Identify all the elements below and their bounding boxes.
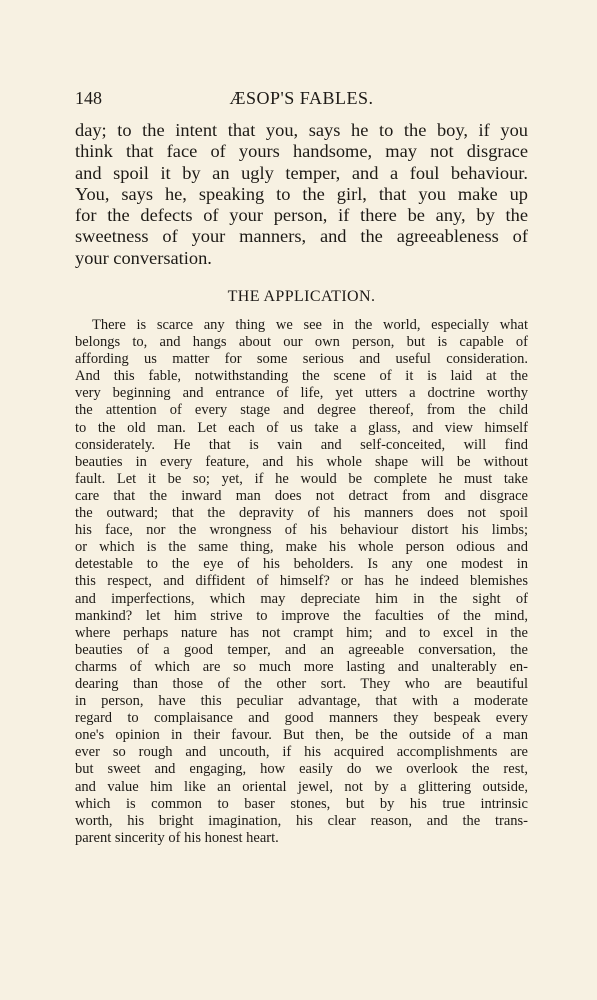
text-line: charms of which are so much more lasting and unalterably en- xyxy=(75,658,528,675)
text-line: for the defects of your person, if there be any, by the xyxy=(75,205,528,226)
text-line: the outward; that the depravity of his manners does not spoil xyxy=(75,505,528,522)
text-line: considerately. He that is vain and self-conceited, will find xyxy=(75,436,528,453)
text-line: one's opinion in their favour. But then, be the outside of a man xyxy=(75,727,528,744)
text-line: parent sincerity of his honest heart. xyxy=(75,829,279,846)
text-line: day; to the intent that you, says he to the boy, if you xyxy=(75,120,528,140)
text-line: dearing than those of the other sort. They who are beautiful xyxy=(75,675,528,692)
running-title: ÆSOP'S FABLES. xyxy=(229,88,374,108)
fable-text xyxy=(75,120,528,269)
text-line: or which is the same thing, make his whole person odious and xyxy=(75,539,528,556)
text-line: ever so rough and uncouth, if his acquired accomplishments are xyxy=(75,744,528,761)
running-head xyxy=(75,87,528,109)
text-line: the attention of every stage and degree thereof, from the child xyxy=(75,402,528,419)
text-line: beauties in every feature, and his whole shape will be without xyxy=(75,453,528,470)
text-line: your conversation. xyxy=(75,247,212,268)
text-line: think that face of yours handsome, may not disgrace xyxy=(75,141,528,162)
text-line: beauties of a good temper, and an agreeable conversation, the xyxy=(75,641,528,658)
text-line: detestable to the eye of his beholders. Is any one modest in xyxy=(75,556,528,573)
text-line: this respect, and diffident of himself? or has he indeed blemishes xyxy=(75,573,528,590)
text-line: but sweet and engaging, how easily do we overlook the rest, xyxy=(75,761,528,778)
application-text xyxy=(75,317,528,847)
text-line: And this fable, notwithstanding the scene of it is laid at the xyxy=(75,368,528,385)
text-line: where perhaps nature has not crampt him; and to excel in the xyxy=(75,624,528,641)
text-line: very beginning and entrance of life, yet utters a doctrine worthy xyxy=(75,385,528,402)
text-line: You, says he, speaking to the girl, that you make up xyxy=(75,183,528,204)
text-line: regard to complaisance and good manners they bespeak every xyxy=(75,710,528,727)
text-line: worth, his bright imagination, his clear reason, and the trans- xyxy=(75,812,528,829)
text-line: sweetness of your manners, and the agreeableness of xyxy=(75,226,528,247)
application-heading: THE APPLICATION. xyxy=(227,288,376,305)
page-number: 148 xyxy=(75,88,102,108)
text-line: which is common to baser stones, but by his true intrinsic xyxy=(75,795,528,812)
text-line: mankind? let him strive to improve the faculties of the mind, xyxy=(75,607,528,624)
text-line: There is scarce any thing we see in the world, especially what xyxy=(92,317,528,333)
text-line: and value him like an oriental jewel, not by a glittering outside, xyxy=(75,778,528,795)
text-line: to the old man. Let each of us take a glass, and view himself xyxy=(75,419,528,436)
text-line: his face, nor the wrongness of his behaviour distort his limbs; xyxy=(75,522,528,539)
text-line: care that the inward man does not detract from and disgrace xyxy=(75,487,528,504)
text-line: affording us matter for some serious and useful consideration. xyxy=(75,351,528,368)
text-line: belongs to, and hangs about our own person, but is capable of xyxy=(75,334,528,351)
text-line: and imperfections, which may depreciate him in the sight of xyxy=(75,590,528,607)
text-line: fault. Let it be so; yet, if he would be complete he must take xyxy=(75,470,528,487)
text-line: in person, have this peculiar advantage, that with a moderate xyxy=(75,693,528,710)
text-line: and spoil it by an ugly temper, and a foul behaviour. xyxy=(75,162,528,183)
